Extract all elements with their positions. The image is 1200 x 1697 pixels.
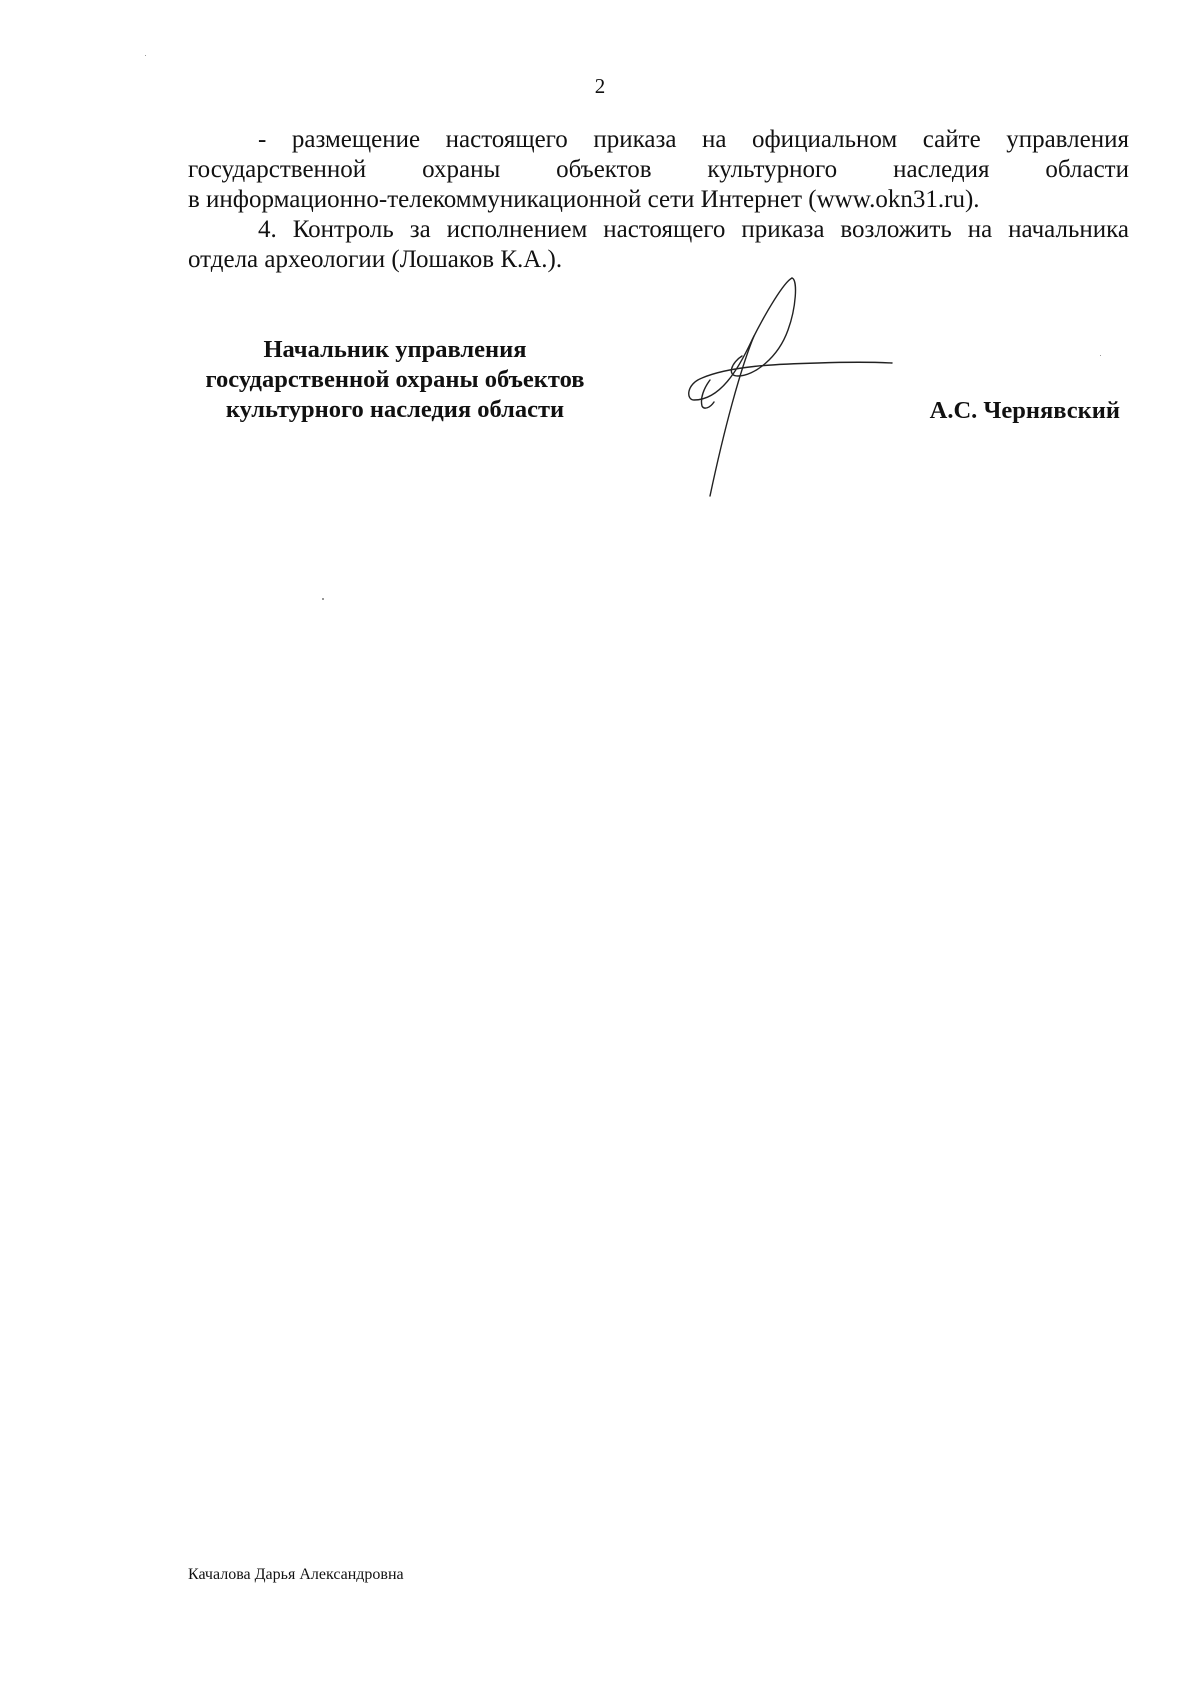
signatory-position-line: государственной охраны объектов [205,366,585,393]
paragraph-line: государственной охраны объектов культурного наследия области [188,156,1129,183]
signatory-position-line: культурного наследия области [225,396,565,423]
signatory-position [180,335,610,425]
executor-name: Качалова Дарья Александровна [188,1566,404,1583]
scan-speck [322,598,324,600]
paragraph-line: в информационно-телекоммуникационной сети Интернет (www.okn31.ru). [188,186,980,213]
paragraph-control [188,215,1129,275]
scan-speck [145,55,146,56]
handwritten-signature-icon [680,270,920,510]
scan-speck [1100,355,1101,356]
document-body [188,125,1129,275]
paragraph-line: - размещение настоящего приказа на официальном сайте управления [258,126,1129,153]
signatory-position-line: Начальник управления [263,336,527,363]
signatory-name: А.С. Чернявский [929,397,1120,424]
paragraph-line: 4. Контроль за исполнением настоящего приказа возложить на начальника [258,216,1129,243]
paragraph-publication [188,125,1129,215]
page-number: 2 [594,74,606,98]
paragraph-line: отдела археологии (Лошаков К.А.). [188,246,563,273]
